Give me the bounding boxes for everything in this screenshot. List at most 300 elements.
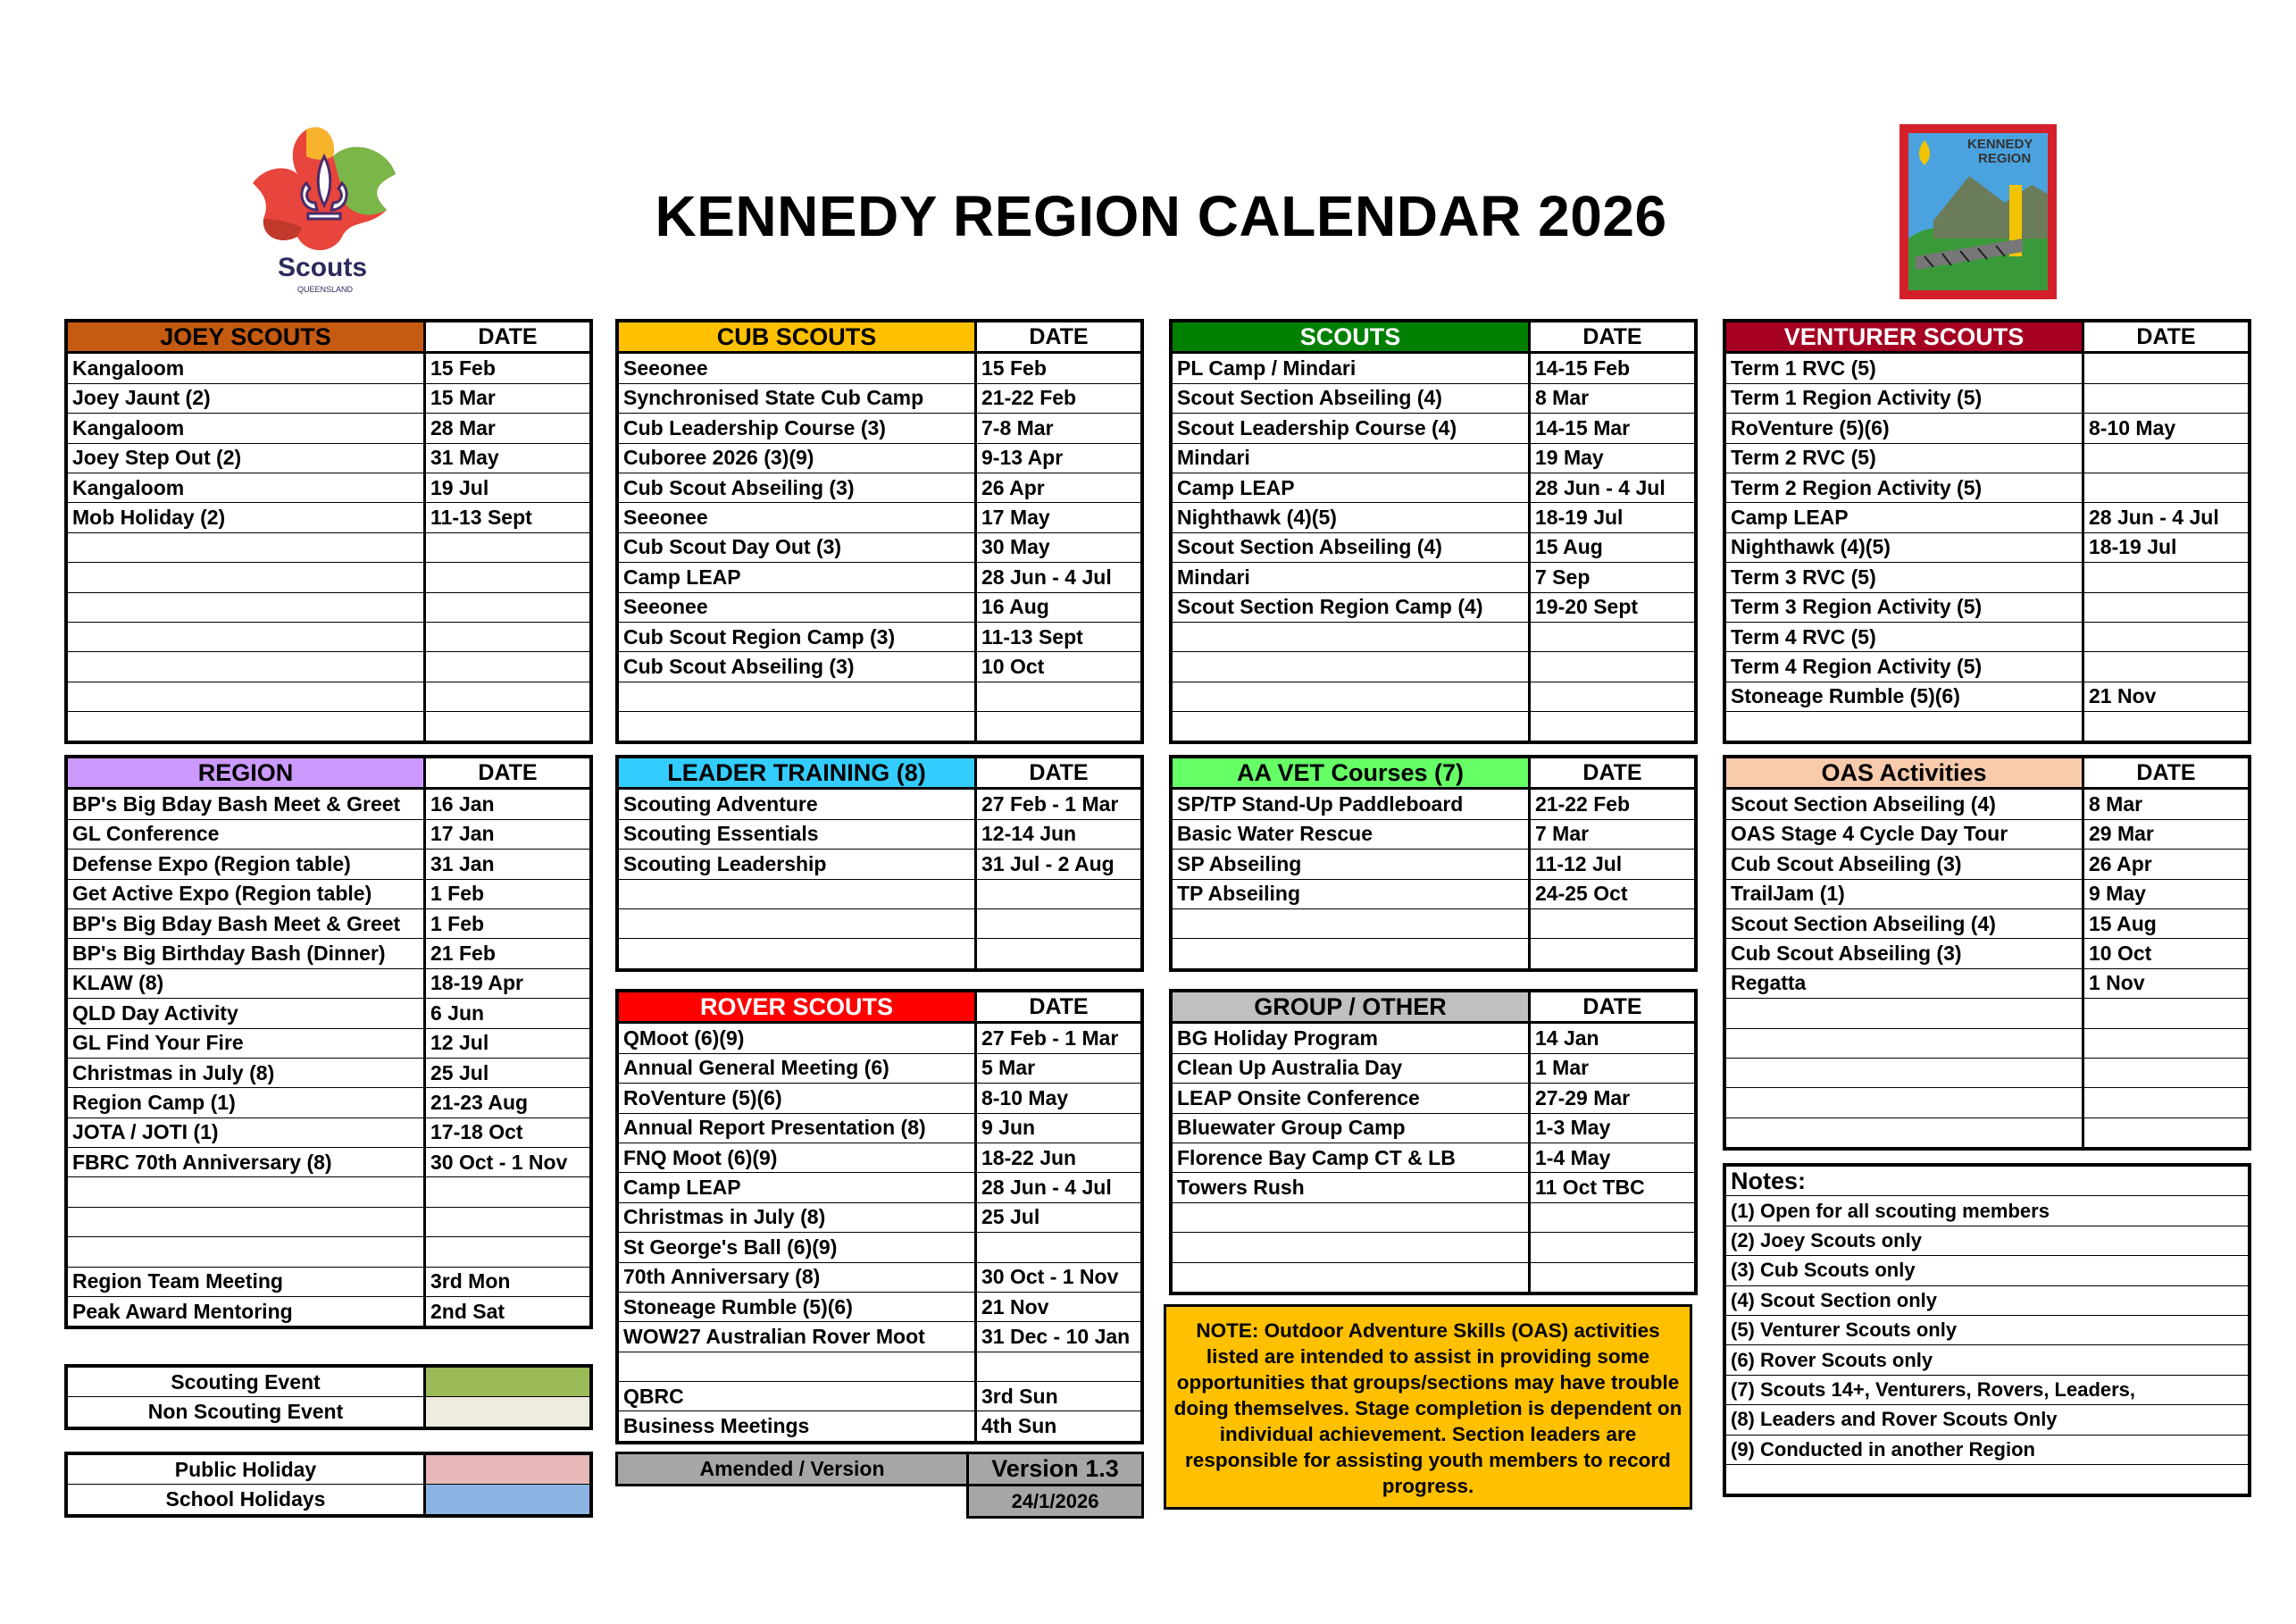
event-date: 1 Feb xyxy=(425,908,590,938)
aavet-section xyxy=(1169,755,1698,972)
event-name xyxy=(68,592,425,622)
event-name: Seeonee xyxy=(619,353,976,383)
event-date: 19 Jul xyxy=(425,473,590,502)
event-date xyxy=(425,563,590,592)
table-row xyxy=(68,532,590,562)
leader-section-title: LEADER TRAINING (8) xyxy=(619,758,976,789)
table-row xyxy=(1173,1202,1695,1232)
table-row xyxy=(1173,414,1695,443)
note-item: (5) Venturer Scouts only xyxy=(1726,1315,2249,1344)
table-row xyxy=(619,1023,1141,1053)
event-name xyxy=(1173,652,1530,682)
table-row xyxy=(619,1113,1141,1143)
event-date: 21-22 Feb xyxy=(976,383,1141,413)
event-name xyxy=(68,682,425,711)
event-date: 2nd Sat xyxy=(425,1297,590,1327)
event-date: 27 Feb - 1 Mar xyxy=(976,789,1141,819)
event-date: 24-25 Oct xyxy=(1530,879,1695,908)
event-name: Joey Jaunt (2) xyxy=(68,383,425,413)
table-row xyxy=(1173,789,1695,819)
event-name: Christmas in July (8) xyxy=(619,1202,976,1232)
event-date: 11-12 Jul xyxy=(1530,850,1695,879)
table-row xyxy=(1173,682,1695,711)
event-date: 12-14 Jun xyxy=(976,819,1141,849)
event-name: BP's Big Bday Bash Meet & Greet xyxy=(68,908,425,938)
table-row xyxy=(1726,908,2249,938)
version-spacer xyxy=(617,1486,968,1518)
event-date: 17 Jan xyxy=(425,819,590,849)
note-item: (9) Conducted in another Region xyxy=(1726,1435,2249,1464)
event-name: Stoneage Rumble (5)(6) xyxy=(1726,682,2083,711)
event-date: 15 Aug xyxy=(2083,908,2249,938)
page-title: KENNEDY REGION CALENDAR 2026 xyxy=(655,184,1667,248)
note-row xyxy=(1726,1315,2249,1344)
table-row xyxy=(1726,1058,2249,1087)
event-date: 1 Feb xyxy=(425,879,590,908)
event-date: 1 Mar xyxy=(1530,1053,1695,1083)
table-row xyxy=(1173,819,1695,849)
table-row xyxy=(1173,532,1695,562)
event-name: SP Abseiling xyxy=(1173,850,1530,879)
event-date: 30 Oct - 1 Nov xyxy=(425,1148,590,1177)
oas-note: NOTE: Outdoor Adventure Skills (OAS) activities listed are intended to assist in providing some opportunities that groups/sections may have trouble doing themselves. Stage completion is dependent on individual achievement. Section leaders are responsible for assisting youth members to record progress. xyxy=(1164,1304,1692,1510)
table-row xyxy=(68,1028,590,1058)
table-row xyxy=(1173,1143,1695,1172)
table-row xyxy=(619,682,1141,711)
event-name: Camp LEAP xyxy=(1173,473,1530,502)
table-row xyxy=(68,383,590,413)
scouts-date-header: DATE xyxy=(1530,322,1695,353)
event-date xyxy=(1530,622,1695,651)
table-row xyxy=(68,353,590,383)
event-name: OAS Stage 4 Cycle Day Tour xyxy=(1726,819,2083,849)
note-row xyxy=(1726,1405,2249,1435)
event-date: 9 Jun xyxy=(976,1113,1141,1143)
table-row xyxy=(1726,1028,2249,1058)
leader-section xyxy=(615,755,1144,972)
table-row xyxy=(1726,850,2249,879)
table-row xyxy=(1726,999,2249,1028)
event-date xyxy=(425,652,590,682)
table-row xyxy=(1726,819,2249,849)
venturer-section-title: VENTURER SCOUTS xyxy=(1726,322,2083,353)
event-name xyxy=(619,1352,976,1381)
rover-section-title: ROVER SCOUTS xyxy=(619,992,976,1023)
event-date: 8 Mar xyxy=(1530,383,1695,413)
table-row xyxy=(68,968,590,998)
table-row xyxy=(68,473,590,502)
event-date xyxy=(425,622,590,651)
event-name: Scout Section Abseiling (4) xyxy=(1726,789,2083,819)
table-row xyxy=(619,503,1141,532)
table-row xyxy=(1726,473,2249,502)
event-date: 29 Mar xyxy=(2083,819,2249,849)
event-name xyxy=(619,939,976,968)
table-row xyxy=(619,473,1141,502)
note-row xyxy=(1726,1285,2249,1315)
event-name: SP/TP Stand-Up Paddleboard xyxy=(1173,789,1530,819)
event-date xyxy=(2083,443,2249,473)
cub-date-header: DATE xyxy=(976,322,1141,353)
event-date: 1 Nov xyxy=(2083,968,2249,998)
version-box xyxy=(615,1452,1144,1511)
event-date xyxy=(2083,563,2249,592)
event-date: 11-13 Sept xyxy=(425,503,590,532)
event-date: 10 Oct xyxy=(2083,939,2249,968)
table-row xyxy=(68,999,590,1028)
event-date: 7-8 Mar xyxy=(976,414,1141,443)
group-section xyxy=(1169,989,1698,1295)
event-name xyxy=(1173,908,1530,938)
event-name: Clean Up Australia Day xyxy=(1173,1053,1530,1083)
table-row xyxy=(619,908,1141,938)
event-date: 27-29 Mar xyxy=(1530,1084,1695,1113)
legend-scouting-event: Scouting Event xyxy=(68,1368,425,1397)
event-date xyxy=(425,1237,590,1267)
event-date: 8-10 May xyxy=(2083,414,2249,443)
event-name: TrailJam (1) xyxy=(1726,879,2083,908)
event-name: St George's Ball (6)(9) xyxy=(619,1233,976,1262)
table-row xyxy=(1173,1173,1695,1202)
event-date: 21-23 Aug xyxy=(425,1088,590,1118)
event-name: PL Camp / Mindari xyxy=(1173,353,1530,383)
table-row xyxy=(1173,908,1695,938)
event-name xyxy=(619,879,976,908)
group-date-header: DATE xyxy=(1530,992,1695,1023)
event-name: Kangaloom xyxy=(68,353,425,383)
table-row xyxy=(68,503,590,532)
event-date: 10 Oct xyxy=(976,652,1141,682)
event-date xyxy=(976,908,1141,938)
event-date xyxy=(1530,939,1695,968)
event-date xyxy=(2083,622,2249,651)
event-name: Camp LEAP xyxy=(619,1173,976,1202)
event-name: Joey Step Out (2) xyxy=(68,443,425,473)
table-row xyxy=(1726,414,2249,443)
note-item: (4) Scout Section only xyxy=(1726,1285,2249,1315)
event-name: 70th Anniversary (8) xyxy=(619,1262,976,1292)
table-row xyxy=(1173,622,1695,651)
version-number: Version 1.3 xyxy=(968,1453,1143,1486)
event-date: 18-22 Jun xyxy=(976,1143,1141,1172)
event-date: 4th Sun xyxy=(976,1411,1141,1441)
event-name xyxy=(68,1237,425,1267)
event-name: FBRC 70th Anniversary (8) xyxy=(68,1148,425,1177)
venturer-section xyxy=(1723,319,2251,744)
event-name: Basic Water Rescue xyxy=(1173,819,1530,849)
cub-section-title: CUB SCOUTS xyxy=(619,322,976,353)
oas-date-header: DATE xyxy=(2083,758,2249,789)
legend-swatch-scouting xyxy=(425,1368,590,1397)
event-name: Get Active Expo (Region table) xyxy=(68,879,425,908)
event-date: 31 Jul - 2 Aug xyxy=(976,850,1141,879)
event-date: 7 Sep xyxy=(1530,563,1695,592)
event-name: Scout Section Abseiling (4) xyxy=(1173,383,1530,413)
table-row xyxy=(619,414,1141,443)
aavet-section-title: AA VET Courses (7) xyxy=(1173,758,1530,789)
table-row xyxy=(619,1233,1141,1262)
scouts-logo-subtext: QUEENSLAND xyxy=(297,285,354,294)
table-row xyxy=(1173,592,1695,622)
event-name: Peak Award Mentoring xyxy=(68,1297,425,1327)
event-name: Seeonee xyxy=(619,592,976,622)
event-date xyxy=(976,1352,1141,1381)
event-name xyxy=(1173,939,1530,968)
table-row xyxy=(1173,850,1695,879)
notes-table xyxy=(1723,1163,2251,1497)
event-name: TP Abseiling xyxy=(1173,879,1530,908)
event-name: Term 1 RVC (5) xyxy=(1726,353,2083,383)
event-date: 28 Jun - 4 Jul xyxy=(976,563,1141,592)
event-date xyxy=(2083,473,2249,502)
event-date xyxy=(2083,1028,2249,1058)
event-name: RoVenture (5)(6) xyxy=(619,1084,976,1113)
event-date: 30 Oct - 1 Nov xyxy=(976,1262,1141,1292)
event-name: Term 2 RVC (5) xyxy=(1726,443,2083,473)
event-date xyxy=(1530,712,1695,741)
event-date: 21 Nov xyxy=(2083,682,2249,711)
table-row xyxy=(68,682,590,711)
event-name: Nighthawk (4)(5) xyxy=(1726,532,2083,562)
event-name: Cub Leadership Course (3) xyxy=(619,414,976,443)
table-row xyxy=(619,592,1141,622)
table-row xyxy=(1173,1023,1695,1053)
table-row xyxy=(1726,563,2249,592)
event-name: Camp LEAP xyxy=(1726,503,2083,532)
table-row xyxy=(68,850,590,879)
table-row xyxy=(619,879,1141,908)
event-name: Cub Scout Abseiling (3) xyxy=(1726,850,2083,879)
event-date: 26 Apr xyxy=(976,473,1141,502)
event-name xyxy=(68,652,425,682)
note-row xyxy=(1726,1464,2249,1494)
event-name: Region Camp (1) xyxy=(68,1088,425,1118)
event-date xyxy=(2083,999,2249,1028)
legend-public-holiday: Public Holiday xyxy=(68,1455,425,1485)
event-date xyxy=(2083,353,2249,383)
event-name: Business Meetings xyxy=(619,1411,976,1441)
table-row xyxy=(1726,353,2249,383)
event-name: Kangaloom xyxy=(68,473,425,502)
event-name xyxy=(619,908,976,938)
table-row xyxy=(68,443,590,473)
scouts-logo-text: Scouts xyxy=(278,253,368,282)
table-row xyxy=(1726,1088,2249,1118)
table-row xyxy=(1726,1118,2249,1147)
event-name: BG Holiday Program xyxy=(1173,1023,1530,1053)
note-item: (6) Rover Scouts only xyxy=(1726,1345,2249,1375)
event-name: Christmas in July (8) xyxy=(68,1058,425,1087)
table-row xyxy=(68,1118,590,1147)
event-name: Scout Section Abseiling (4) xyxy=(1726,908,2083,938)
event-name: Term 2 Region Activity (5) xyxy=(1726,473,2083,502)
table-row xyxy=(1726,789,2249,819)
scouts-section xyxy=(1169,319,1698,744)
table-row xyxy=(68,1088,590,1118)
event-name: QMoot (6)(9) xyxy=(619,1023,976,1053)
note-row xyxy=(1726,1226,2249,1255)
table-row xyxy=(619,1382,1141,1411)
event-name: Cub Scout Abseiling (3) xyxy=(619,473,976,502)
event-name: Kangaloom xyxy=(68,414,425,443)
event-name xyxy=(1173,682,1530,711)
event-date: 28 Jun - 4 Jul xyxy=(1530,473,1695,502)
table-row xyxy=(68,1058,590,1087)
table-row xyxy=(1726,532,2249,562)
rover-section xyxy=(615,989,1144,1444)
table-row xyxy=(68,592,590,622)
event-name: QLD Day Activity xyxy=(68,999,425,1028)
event-date: 6 Jun xyxy=(425,999,590,1028)
event-name: Camp LEAP xyxy=(619,563,976,592)
table-row xyxy=(619,1053,1141,1083)
event-name: Annual Report Presentation (8) xyxy=(619,1113,976,1143)
event-date xyxy=(1530,908,1695,938)
event-name: Towers Rush xyxy=(1173,1173,1530,1202)
joey-section-title: JOEY SCOUTS xyxy=(68,322,425,353)
note-row xyxy=(1726,1256,2249,1285)
leader-date-header: DATE xyxy=(976,758,1141,789)
event-name: Term 1 Region Activity (5) xyxy=(1726,383,2083,413)
event-name: Term 3 Region Activity (5) xyxy=(1726,592,2083,622)
event-date: 8 Mar xyxy=(2083,789,2249,819)
event-date: 19 May xyxy=(1530,443,1695,473)
table-row xyxy=(1173,563,1695,592)
table-row xyxy=(619,652,1141,682)
event-date xyxy=(976,712,1141,741)
event-date xyxy=(2083,1088,2249,1118)
event-name: FNQ Moot (6)(9) xyxy=(619,1143,976,1172)
table-row xyxy=(1173,1262,1695,1292)
note-item xyxy=(1726,1464,2249,1494)
event-date: 14 Jan xyxy=(1530,1023,1695,1053)
event-date: 28 Jun - 4 Jul xyxy=(976,1173,1141,1202)
table-row xyxy=(1173,1053,1695,1083)
event-date: 1-4 May xyxy=(1530,1143,1695,1172)
event-date: 25 Jul xyxy=(976,1202,1141,1232)
event-name: QBRC xyxy=(619,1382,976,1411)
event-date: 17-18 Oct xyxy=(425,1118,590,1147)
note-row xyxy=(1726,1345,2249,1375)
table-row xyxy=(1726,503,2249,532)
event-name xyxy=(1726,1028,2083,1058)
event-date: 15 Feb xyxy=(976,353,1141,383)
event-name: Defense Expo (Region table) xyxy=(68,850,425,879)
event-name: Scout Section Abseiling (4) xyxy=(1173,532,1530,562)
badge-text-1: KENNEDY xyxy=(1967,137,2033,152)
event-name: Synchronised State Cub Camp xyxy=(619,383,976,413)
event-name xyxy=(1726,1118,2083,1147)
event-date: 18-19 Jul xyxy=(1530,503,1695,532)
event-name: Scouting Adventure xyxy=(619,789,976,819)
event-date: 27 Feb - 1 Mar xyxy=(976,1023,1141,1053)
event-name: JOTA / JOTI (1) xyxy=(68,1118,425,1147)
event-date: 18-19 Apr xyxy=(425,968,590,998)
table-row xyxy=(68,414,590,443)
event-name: Scout Leadership Course (4) xyxy=(1173,414,1530,443)
event-date: 28 Mar xyxy=(425,414,590,443)
table-row xyxy=(619,1352,1141,1381)
event-date: 30 May xyxy=(976,532,1141,562)
table-row xyxy=(1173,503,1695,532)
event-name xyxy=(619,682,976,711)
event-date xyxy=(425,712,590,741)
legend-swatch-public xyxy=(425,1455,590,1485)
event-date xyxy=(1530,1202,1695,1232)
event-name: LEAP Onsite Conference xyxy=(1173,1084,1530,1113)
event-date xyxy=(976,879,1141,908)
event-name xyxy=(68,622,425,651)
event-name: Nighthawk (4)(5) xyxy=(1173,503,1530,532)
event-date xyxy=(2083,652,2249,682)
rover-date-header: DATE xyxy=(976,992,1141,1023)
table-row xyxy=(1173,1233,1695,1262)
note-item: (1) Open for all scouting members xyxy=(1726,1196,2249,1226)
event-name: KLAW (8) xyxy=(68,968,425,998)
event-name: Bluewater Group Camp xyxy=(1173,1113,1530,1143)
event-name xyxy=(1173,712,1530,741)
event-date: 9 May xyxy=(2083,879,2249,908)
event-date xyxy=(425,682,590,711)
table-row xyxy=(619,1322,1141,1352)
event-name: BP's Big Bday Bash Meet & Greet xyxy=(68,789,425,819)
table-row xyxy=(619,383,1141,413)
event-date: 9-13 Apr xyxy=(976,443,1141,473)
table-row xyxy=(619,1262,1141,1292)
event-date: 19-20 Sept xyxy=(1530,592,1695,622)
venturer-date-header: DATE xyxy=(2083,322,2249,353)
table-row xyxy=(619,532,1141,562)
event-date: 31 Dec - 10 Jan xyxy=(976,1322,1141,1352)
event-date: 28 Jun - 4 Jul xyxy=(2083,503,2249,532)
joey-section xyxy=(64,319,593,744)
event-name xyxy=(1173,1202,1530,1232)
event-name: Term 4 RVC (5) xyxy=(1726,622,2083,651)
note-row xyxy=(1726,1375,2249,1404)
table-row xyxy=(68,712,590,741)
table-row xyxy=(619,1202,1141,1232)
table-row xyxy=(68,819,590,849)
event-name xyxy=(68,1177,425,1207)
kennedy-region-badge xyxy=(1898,122,2058,301)
notes-title: Notes: xyxy=(1726,1167,2249,1196)
table-row xyxy=(1726,682,2249,711)
table-row xyxy=(619,789,1141,819)
event-name: Seeonee xyxy=(619,503,976,532)
event-date xyxy=(425,532,590,562)
note-item: (2) Joey Scouts only xyxy=(1726,1226,2249,1255)
event-date xyxy=(2083,712,2249,741)
oas-section-title: OAS Activities xyxy=(1726,758,2083,789)
event-name xyxy=(1726,1088,2083,1118)
event-date: 26 Apr xyxy=(2083,850,2249,879)
event-name: RoVenture (5)(6) xyxy=(1726,414,2083,443)
table-row xyxy=(619,622,1141,651)
event-date: 14-15 Feb xyxy=(1530,353,1695,383)
event-date: 11 Oct TBC xyxy=(1530,1173,1695,1202)
table-row xyxy=(1726,712,2249,741)
scouts-section-title: SCOUTS xyxy=(1173,322,1530,353)
event-date: 21 Feb xyxy=(425,939,590,968)
note-item: (7) Scouts 14+, Venturers, Rovers, Leaders, xyxy=(1726,1375,2249,1404)
table-row xyxy=(619,1411,1141,1441)
event-date xyxy=(1530,1233,1695,1262)
table-row xyxy=(619,353,1141,383)
event-name xyxy=(619,712,976,741)
event-date xyxy=(425,1177,590,1207)
table-row xyxy=(68,1177,590,1207)
table-row xyxy=(1726,592,2249,622)
